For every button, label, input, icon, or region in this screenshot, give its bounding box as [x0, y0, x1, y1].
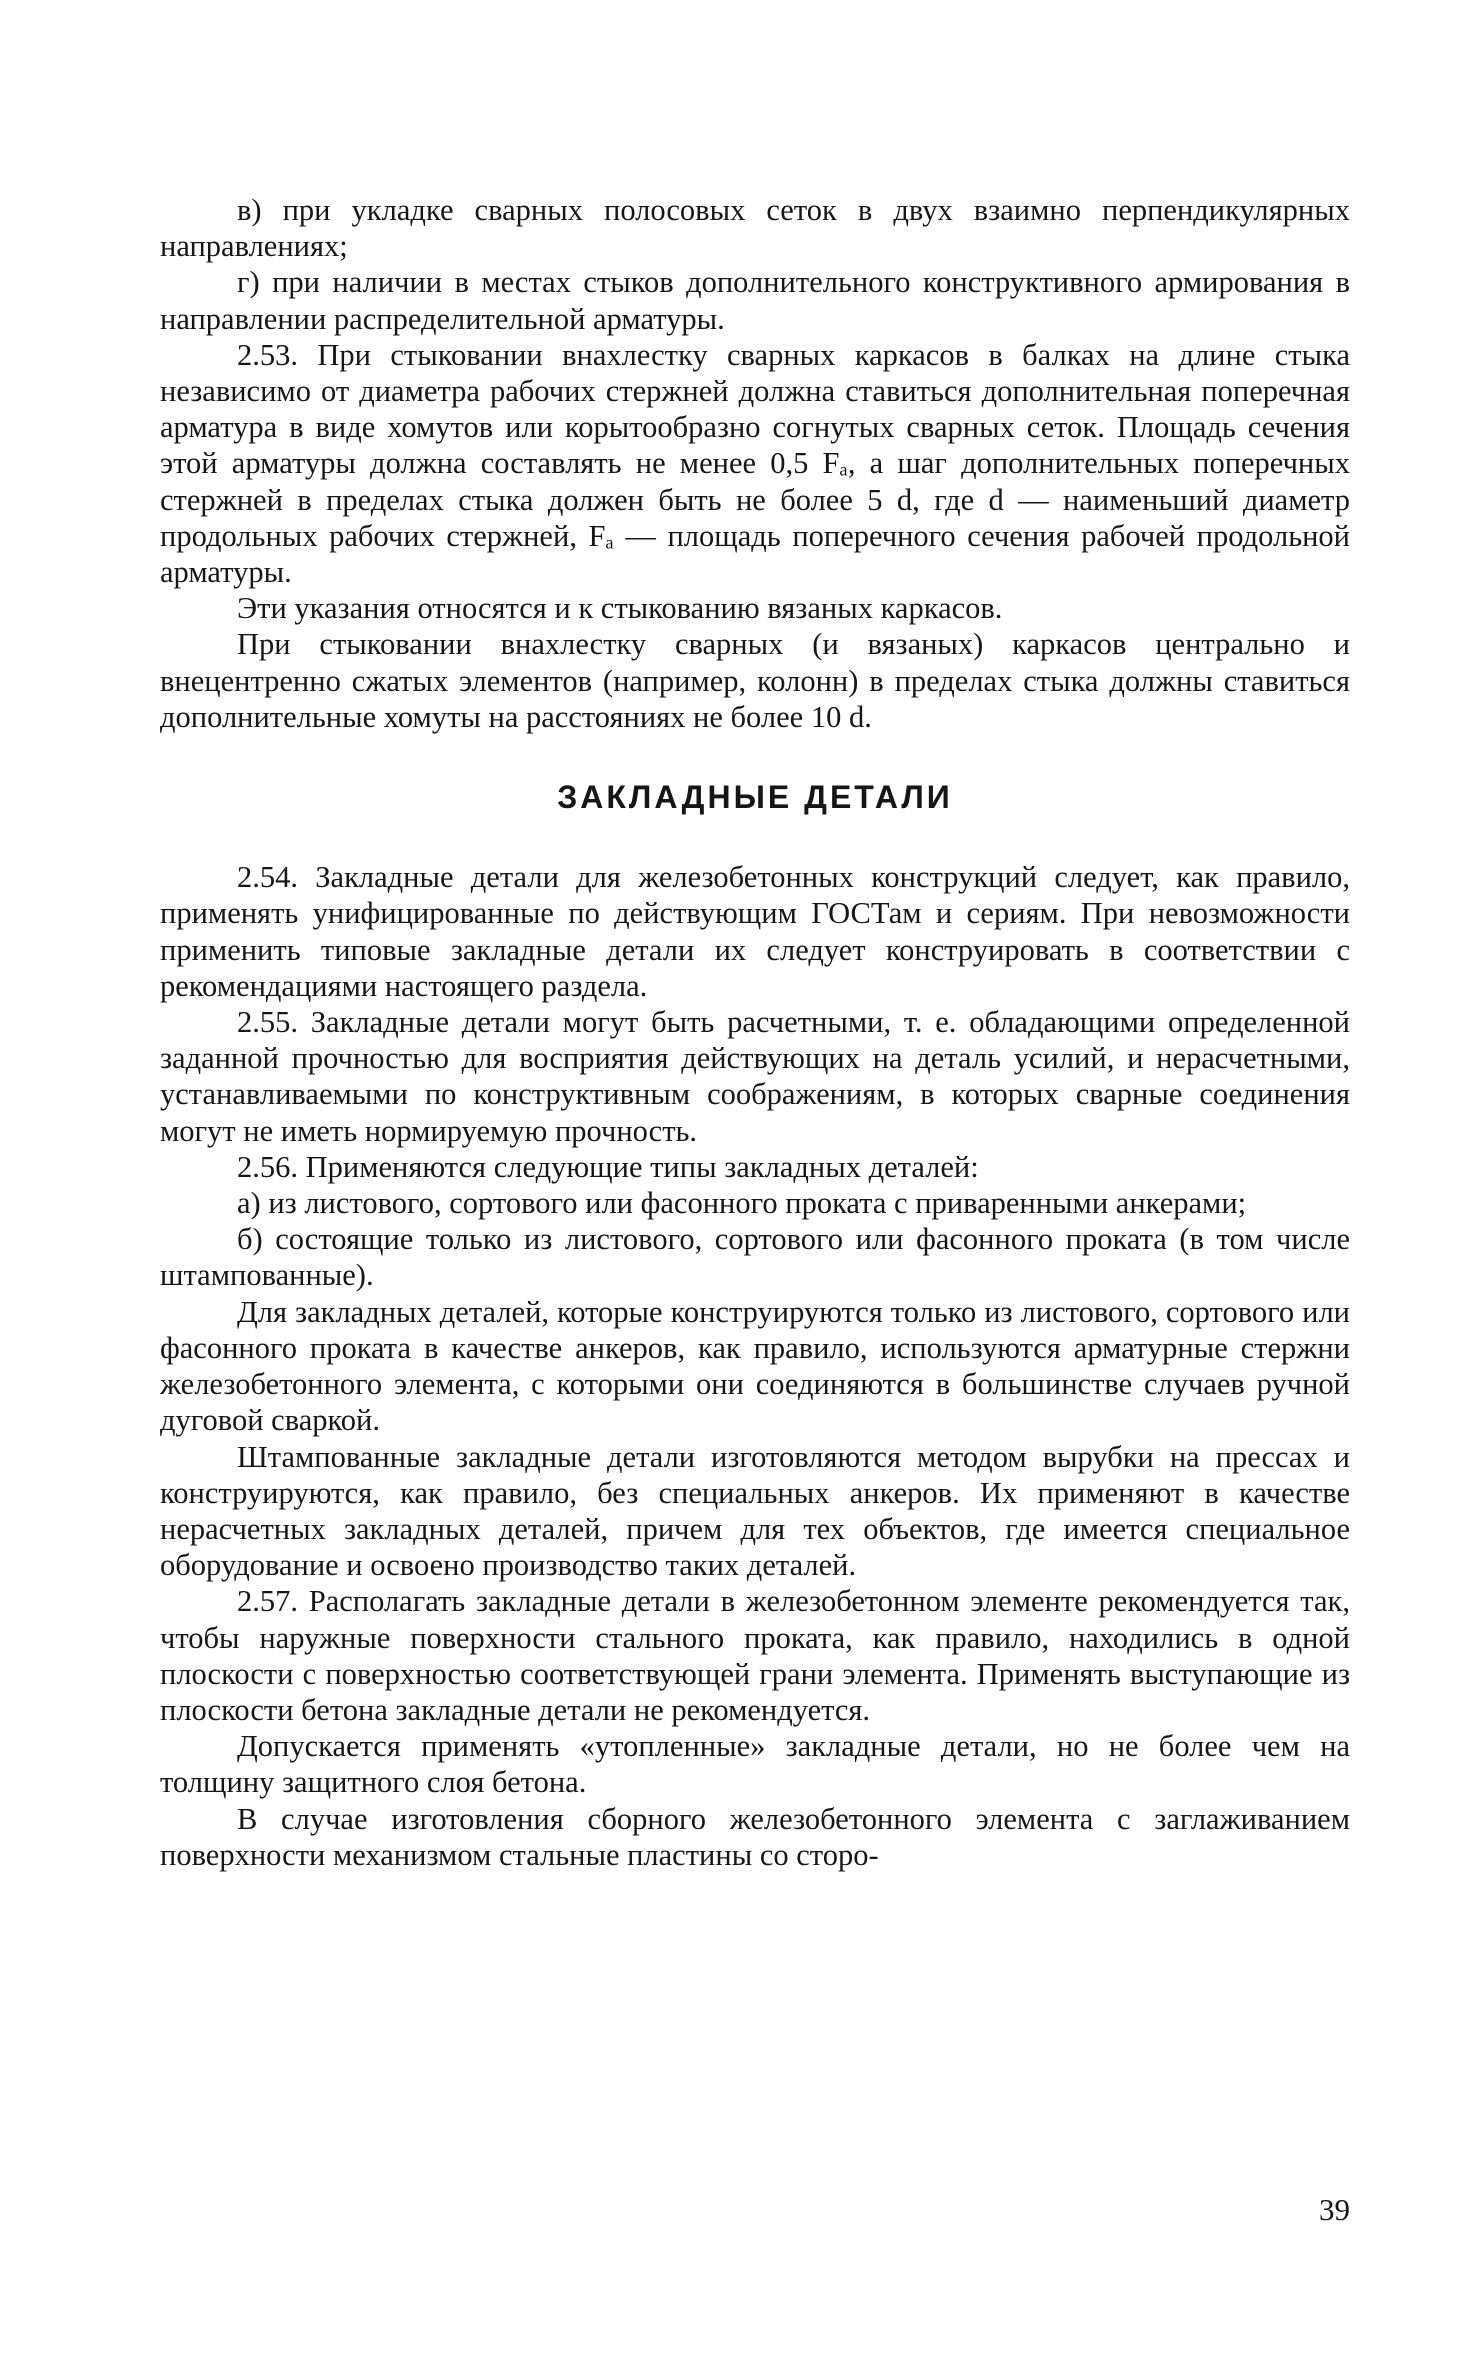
paragraph-2-54: 2.54. Закладные детали для железобетонных конструкций следует, как правило, применять унифицированные по действующим ГОСТам и сериям. При невозможности применить типовые закладные детали их следует конструировать в соответствии с рекомендациями настоящего раздела. — [160, 860, 1350, 1003]
paragraph-knitted-frames: Эти указания относятся и к стыкованию вязаных каркасов. — [237, 591, 1003, 626]
paragraph-rolled-anchors: Для закладных деталей, которые конструируются только из листового, сортового или фасонного проката в качестве анкеров, как правило, используются арматурные стержни железобетонного элемента, с которыми они соединяются в большинстве случаев ручной дуговой сваркой. — [160, 1294, 1350, 1438]
paragraph-2-53: 2.53. При стыковании внахлестку сварных каркасов в балках на длине стыка независимо от диаметра рабочих стержней должна ставиться дополнительная поперечная арматура в виде хомутов или корытообразно согнутых сварных сеток. Площадь сечения этой арматуры должна составлять не менее 0,5 Fₐ, а шаг дополнительных поперечных стержней в пределах стыка должен быть не более 5 d, где d — наименьший диаметр продольных рабочих стержней, Fₐ — площадь поперечного сечения рабочей продольной арматуры. — [160, 337, 1350, 590]
paragraph-stamped: Штампованные закладные детали изготовляются методом вырубки на прессах и конструируются, как правило, без специальных анкеров. Их применяют в качестве нерасчетных закладных деталей, причем для тех объектов, где имеется специальное оборудование и освоено производство таких деталей. — [160, 1439, 1350, 1583]
page-body — [160, 192, 1350, 1873]
paragraph-recessed: Допускается применять «утопленные» закладные детали, но не более чем на толщину защитного слоя бетона. — [160, 1729, 1350, 1800]
paragraph-columns: При стыковании внахлестку сварных (и вязаных) каркасов центрально и внецентренно сжатых элементов (например, колонн) в пределах стыка должны ставиться дополнительные хомуты на расстояниях не более 10 d. — [160, 627, 1350, 734]
paragraph-v: в) при укладке сварных полосовых сеток в двух взаимно перпендикулярных направлениях; — [160, 193, 1350, 264]
paragraph-2-57: 2.57. Располагать закладные детали в железобетонном элементе рекомендуется так, чтобы наружные поверхности стального проката, как правило, находились в одной плоскости с поверхностью соответствующей грани элемента. Применять выступающие из плоскости бетона закладные детали не рекомендуется. — [160, 1584, 1350, 1727]
section-heading: ЗАКЛАДНЫЕ ДЕТАЛИ — [557, 779, 953, 816]
paragraph-2-56: 2.56. Применяются следующие типы закладных деталей: — [237, 1149, 979, 1184]
paragraph-2-56-a: а) из листового, сортового или фасонного проката с приваренными анкерами; — [237, 1186, 1247, 1221]
paragraph-g: г) при наличии в местах стыков дополнительного конструктивного армирования в направлении распределительной арматуры. — [160, 265, 1350, 336]
paragraph-smoothing: В случае изготовления сборного железобетонного элемента с заглаживанием поверхности механизмом стальные пластины со сторо- — [160, 1801, 1350, 1872]
paragraph-2-56-b: б) состоящие только из листового, сортового или фасонного проката (в том числе штампованные). — [160, 1222, 1350, 1293]
paragraph-2-55: 2.55. Закладные детали могут быть расчетными, т. е. обладающими определенной заданной прочностью для восприятия действующих на деталь усилий, и нерасчетными, устанавливаемыми по конструктивным соображениям, в которых сварные соединения могут не иметь нормируемую прочность. — [160, 1005, 1350, 1148]
page-number: 39 — [1319, 2192, 1350, 2227]
